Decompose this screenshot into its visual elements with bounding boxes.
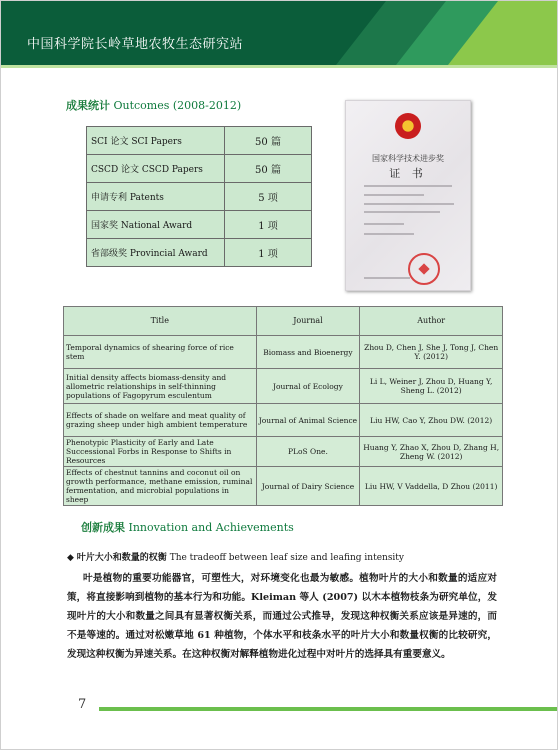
certificate-text-line xyxy=(364,223,404,225)
outcomes-heading-en: Outcomes (2008-2012) xyxy=(113,99,242,112)
outcome-value: 5 项 xyxy=(225,183,312,211)
innovation-paragraph: 叶是植物的重要功能器官，可塑性大，对环境变化也最为敏感。植物叶片的大小和数量的适应对策，将直接影响到植物的基本行为和功能。Kleiman 等人 (2007) 以木本植物枝条为研究单位，发现叶片的大小和数量之间具有显著权衡关系，而通过公式推导，发现这种权衡关系应该是异速的，而不是等速的。通过对松嫩草地 61 种植物，个体水平和枝条水平的叶片大小和数量权衡的比较研究，发现这种权衡为异速关系。在这种权衡对解释植物进化过程中对叶片的选择具有重要意义。 xyxy=(67,573,497,660)
table-row xyxy=(87,127,312,155)
certificate-text-line xyxy=(364,185,452,187)
table-row xyxy=(64,404,503,437)
outcome-label: 国家奖 National Award xyxy=(87,211,225,239)
paper-title: Effects of shade on welfare and meat quality of grazing sheep under high ambient temperature xyxy=(64,404,257,437)
paper-journal: Biomass and Bioenergy xyxy=(256,336,360,369)
paper-journal: PLoS One. xyxy=(256,437,360,467)
certificate-subtitle: 证 书 xyxy=(389,167,427,180)
paper-journal: Journal of Ecology xyxy=(256,369,360,404)
page-number: 7 xyxy=(78,697,87,712)
footer-bar xyxy=(99,707,557,711)
publications-table xyxy=(63,306,503,506)
certificate-text-line xyxy=(364,203,454,205)
outcomes-heading-cn: 成果统计 xyxy=(66,99,110,112)
paper-journal: Journal of Animal Science xyxy=(256,404,360,437)
table-row xyxy=(64,467,503,506)
column-header: Author xyxy=(360,307,503,336)
certificate-text-line xyxy=(364,233,414,235)
paper-author: Liu HW, Cao Y, Zhou DW. (2012) xyxy=(360,404,503,437)
table-row xyxy=(87,183,312,211)
outcome-value: 50 篇 xyxy=(225,127,312,155)
table-row xyxy=(87,155,312,183)
outcomes-heading xyxy=(66,97,241,113)
outcome-label: 申请专利 Patents xyxy=(87,183,225,211)
paper-title: Initial density affects biomass-density and allometric relationships in self-thinning populations of Fagopyrum esculentum xyxy=(64,369,257,404)
innovation-subheading xyxy=(67,550,404,563)
paper-title: Phenotypic Plasticity of Early and Late Successional Forbs in Response to Shifts in Resources xyxy=(64,437,257,467)
table-row xyxy=(64,336,503,369)
table-row xyxy=(64,437,503,467)
table-header-row xyxy=(64,307,503,336)
subheading-en: The tradeoff between leaf size and leafing intensity xyxy=(169,553,405,563)
outcome-value: 50 篇 xyxy=(225,155,312,183)
outcomes-table xyxy=(86,126,312,267)
paper-author: Huang Y, Zhao X, Zhou D, Zhang H, Zheng W. (2012) xyxy=(360,437,503,467)
table-row xyxy=(87,239,312,267)
certificate-title: 国家科学技术进步奖 xyxy=(372,154,444,163)
paper-author: Zhou D, Chen J, She J, Tong J, Chen Y. (2012) xyxy=(360,336,503,369)
subheading-cn: 叶片大小和数量的权衡 xyxy=(76,553,167,563)
paper-title: Effects of chestnut tannins and coconut oil on growth performance, methane emission, ruminal fermentation, and microbial populations in sheep xyxy=(64,467,257,506)
innovation-heading xyxy=(81,519,294,535)
paper-author: Liu HW, V Vaddella, D Zhou (2011) xyxy=(360,467,503,506)
header-title: 中国科学院长岭草地农牧生态研究站 xyxy=(27,37,244,52)
diamond-bullet-icon: ◆ xyxy=(67,553,74,563)
outcome-label: 省部级奖 Provincial Award xyxy=(87,239,225,267)
outcome-value: 1 项 xyxy=(225,239,312,267)
header-divider xyxy=(1,65,557,68)
column-header: Title xyxy=(64,307,257,336)
outcome-value: 1 项 xyxy=(225,211,312,239)
table-row xyxy=(87,211,312,239)
column-header: Journal xyxy=(256,307,360,336)
paper-title: Temporal dynamics of shearing force of rice stem xyxy=(64,336,257,369)
certificate-text-line xyxy=(364,194,424,196)
paper-journal: Journal of Dairy Science xyxy=(256,467,360,506)
red-seal-icon xyxy=(408,253,440,285)
innovation-heading-en: Innovation and Achievements xyxy=(128,521,294,534)
paper-author: Li L, Weiner J, Zhou D, Huang Y, Sheng L. (2012) xyxy=(360,369,503,404)
certificate-text-line xyxy=(364,277,410,279)
page-header xyxy=(1,1,557,65)
outcome-label: CSCD 论文 CSCD Papers xyxy=(87,155,225,183)
innovation-heading-cn: 创新成果 xyxy=(81,521,125,534)
outcome-label: SCI 论文 SCI Papers xyxy=(87,127,225,155)
national-emblem-icon xyxy=(395,113,421,139)
certificate-text-line xyxy=(364,211,440,213)
award-certificate-image xyxy=(345,100,471,291)
table-row xyxy=(64,369,503,404)
